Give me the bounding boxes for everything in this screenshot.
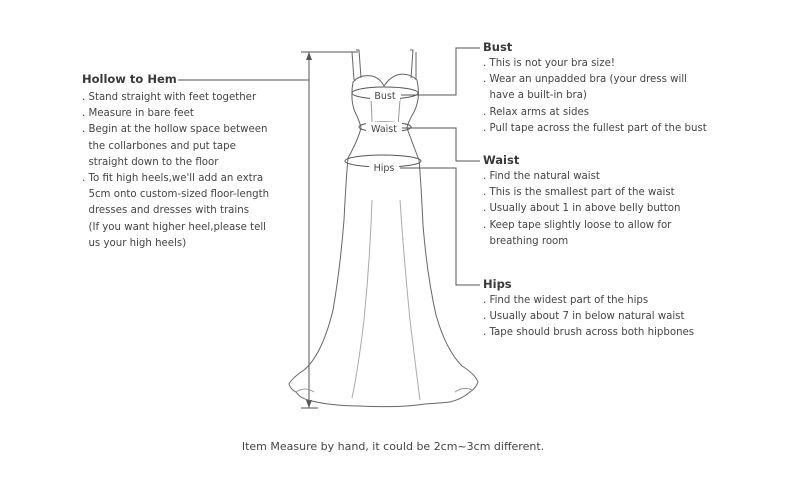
hips-title: Hips (483, 277, 512, 291)
bust-title: Bust (483, 40, 513, 54)
instruction-line: . Tape should brush across both hipbones (483, 327, 695, 339)
waist-section (483, 153, 681, 250)
bust-instructions (483, 56, 707, 137)
instruction-line: (If you want higher heel,please tell (82, 221, 267, 233)
instruction-line: . This is the smallest part of the waist (483, 187, 675, 199)
hollow-to-hem-title: Hollow to Hem (82, 72, 177, 86)
waist-tag-label: Waist (371, 124, 397, 135)
instruction-line: . Begin at the hollow space between (82, 124, 268, 136)
instruction-line: 5cm onto custom-sized floor-length (82, 189, 270, 201)
instruction-line: the collarbones and put tape (82, 140, 236, 152)
instruction-line: . Usually about 7 in below natural waist (483, 311, 685, 323)
hips-section (483, 277, 694, 342)
bust-tag-label: Bust (374, 91, 396, 102)
instruction-line: breathing room (483, 235, 569, 247)
waist-instructions (483, 169, 681, 250)
dress-outline (289, 50, 478, 407)
instruction-line: straight down to the floor (82, 156, 219, 168)
hips-tag-label: Hips (373, 163, 395, 174)
hips-leader-line (400, 168, 480, 285)
instruction-line: . Wear an unpadded bra (your dress will (483, 74, 687, 86)
hollow-to-hem-measure-line (301, 52, 358, 408)
waist-title: Waist (483, 153, 520, 167)
hollow-to-hem-instructions (82, 90, 269, 252)
instruction-line: . To fit high heels,we'll add an extra (82, 173, 264, 185)
measurement-disclaimer: Item Measure by hand, it could be 2cm~3cm different. (241, 440, 545, 453)
instruction-line: dresses and dresses with trains (82, 205, 250, 217)
instruction-line: . Stand straight with feet together (82, 92, 257, 103)
waist-leader-line (402, 128, 480, 161)
instruction-line: . Find the natural waist (483, 171, 600, 182)
instruction-line: . Keep tape slightly loose to allow for (483, 219, 672, 231)
instruction-line: . Find the widest part of the hips (483, 295, 649, 306)
bust-section (483, 40, 707, 137)
instruction-line: have a built-in bra) (483, 90, 587, 102)
instruction-line: . Measure in bare feet (82, 108, 194, 120)
instruction-line: . Relax arms at sides (483, 106, 590, 118)
hollow-to-hem-section (82, 72, 269, 252)
hips-instructions (483, 293, 694, 342)
instruction-line: . This is not your bra size! (483, 58, 615, 69)
instruction-line: . Usually about 1 in above belly button (483, 203, 681, 215)
instruction-line: . Pull tape across the fullest part of the bust (483, 122, 707, 134)
instruction-line: us your high heels) (82, 237, 187, 249)
